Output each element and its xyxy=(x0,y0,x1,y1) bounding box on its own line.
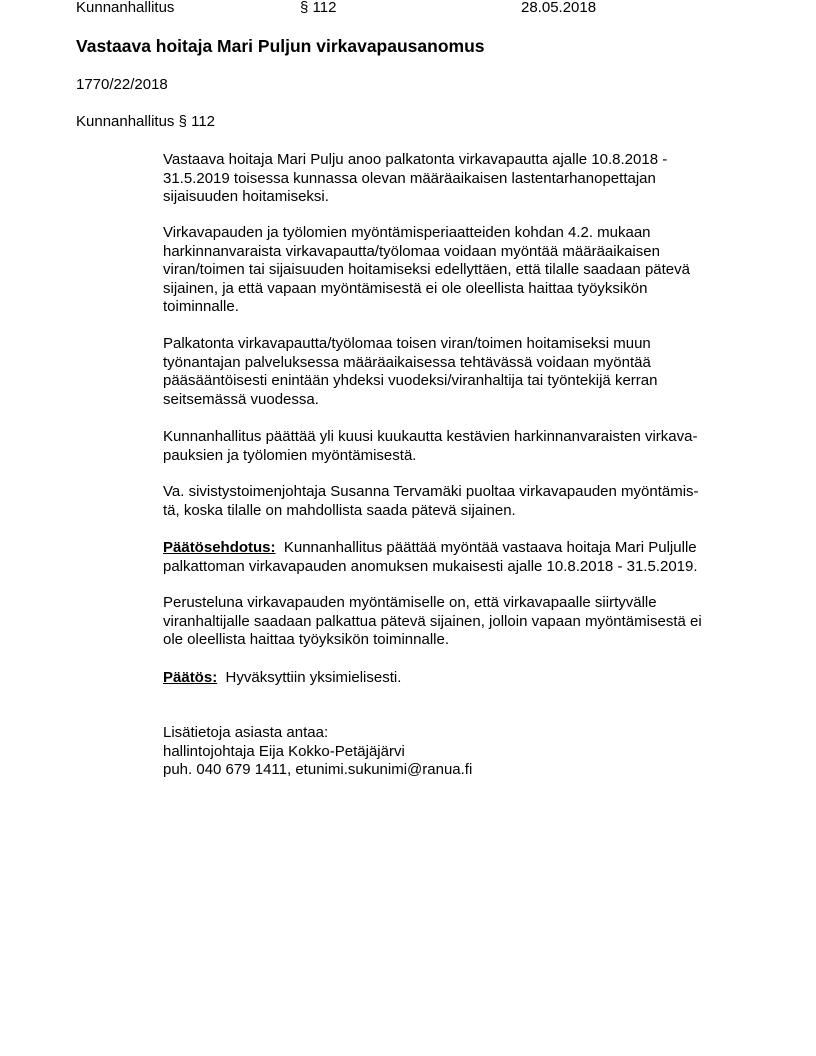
contact-heading: Lisätietoja asiasta antaa: xyxy=(163,724,329,741)
text-line: ole oleellista haittaa työyksikön toiminnalle. xyxy=(163,631,449,648)
paragraph-2 xyxy=(163,224,690,317)
text-line: viran/toimen tai sijaisuuden hoitamiseksi edellyttäen, että tilalle saadaan pätevä xyxy=(163,261,690,278)
text-line: sijaisuuden hoitamiseksi. xyxy=(163,188,329,205)
document-title: Vastaava hoitaja Mari Puljun virkavapausanomus xyxy=(76,36,485,56)
contact-info xyxy=(163,724,472,780)
text-line: seitsemässä vuodessa. xyxy=(163,390,319,408)
text-line: Va. sivistystoimenjohtaja Susanna Tervamäki puoltaa virkavapauden myöntämis- xyxy=(163,483,699,500)
decision-proposal xyxy=(163,539,698,576)
header-section: § 112 xyxy=(300,0,337,16)
justification xyxy=(163,594,702,650)
text-line: Kunnanhallitus päättää yli kuusi kuukautta kestävien harkinnanvaraisten virkava- xyxy=(163,428,698,445)
text-line: harkinnanvaraista virkavapautta/työlomaa voidaan myöntää määräaikaisen xyxy=(163,242,660,260)
proposal-text-2: palkattoman virkavapauden anomuksen mukaisesti ajalle 10.8.2018 - 31.5.2019. xyxy=(163,557,698,575)
text-line: pauksien ja työlomien myöntämisestä. xyxy=(163,446,417,464)
contact-person: hallintojohtaja Eija Kokko-Petäjäjärvi xyxy=(163,742,405,760)
case-number: 1770/22/2018 xyxy=(76,76,168,93)
section-reference: Kunnanhallitus § 112 xyxy=(76,113,215,130)
text-line: Virkavapauden ja työlomien myöntämisperiaatteiden kohdan 4.2. mukaan xyxy=(163,224,651,241)
text-line: 31.5.2019 toisessa kunnassa olevan määräaikaisen lastentarhanopettajan xyxy=(163,169,656,187)
text-line: työnantajan palveluksessa määräaikaisessa tehtävässä voidaan myöntää xyxy=(163,353,651,371)
decision xyxy=(163,669,401,688)
paragraph-1 xyxy=(163,151,667,207)
paragraph-3 xyxy=(163,335,657,409)
paragraph-4 xyxy=(163,428,697,465)
text-line: sijainen, ja että vapaan myöntämisestä ei ole oleellista haittaa työyksikön xyxy=(163,279,648,297)
header-body: Kunnanhallitus xyxy=(76,0,175,16)
proposal-label: Päätösehdotus: xyxy=(163,539,276,556)
text-line: tä, koska tilalle on mahdollista saada pätevä sijainen. xyxy=(163,501,516,519)
text-line: Perusteluna virkavapauden myöntämiselle on, että virkavapaalle siirtyvälle xyxy=(163,594,657,611)
header-date: 28.05.2018 xyxy=(521,0,597,16)
text-line: toiminnalle. xyxy=(163,298,239,315)
decision-text: Hyväksyttiin yksimielisesti. xyxy=(225,669,402,686)
contact-details: puh. 040 679 1411, etunimi.sukunimi@ranua.fi xyxy=(163,761,473,778)
decision-label: Päätös: xyxy=(163,669,218,686)
proposal-text: Kunnanhallitus päättää myöntää vastaava hoitaja Mari Puljulle xyxy=(283,539,697,556)
text-line: viranhaltijalle saadaan palkattua pätevä sijainen, jolloin vapaan myöntämisestä ei xyxy=(163,612,702,630)
text-line: Palkatonta virkavapautta/työlomaa toisen viran/toimen hoitamiseksi muun xyxy=(163,335,651,352)
paragraph-5 xyxy=(163,483,699,520)
text-line: pääsääntöisesti enintään yhdeksi vuodeksi/viranhaltija tai työntekijä kerran xyxy=(163,372,658,389)
text-line: Vastaava hoitaja Mari Pulju anoo palkatonta virkavapautta ajalle 10.8.2018 - xyxy=(163,151,668,168)
